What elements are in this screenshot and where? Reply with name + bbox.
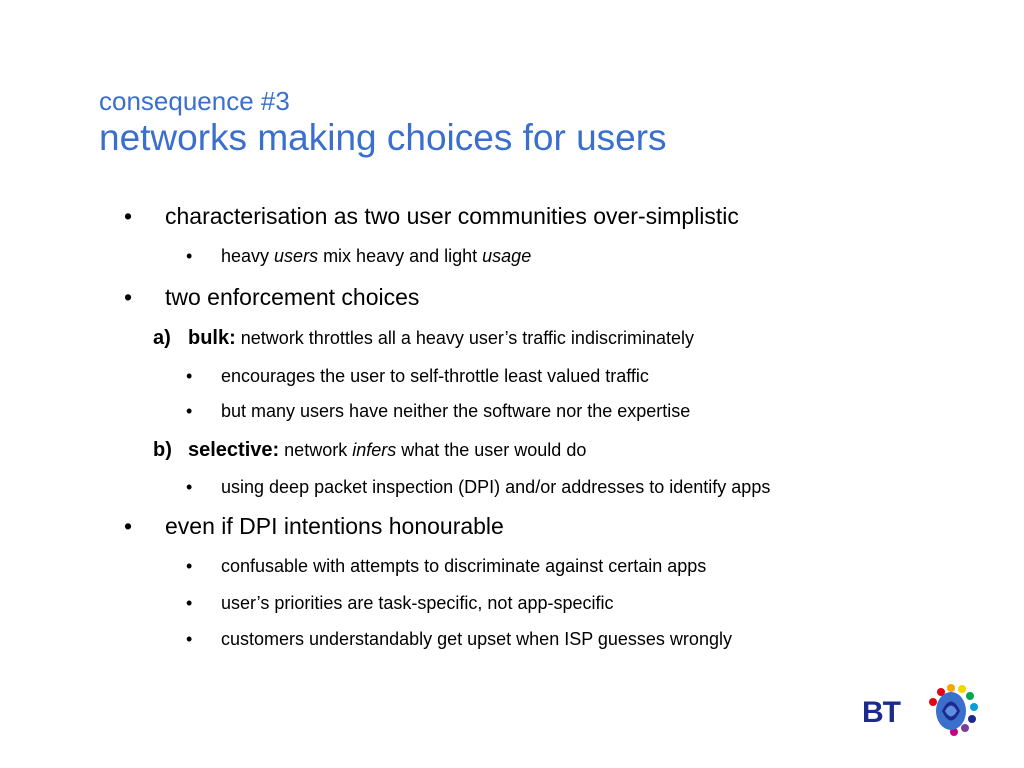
bt-logo [862, 678, 982, 742]
text-run-italic: infers [352, 440, 397, 460]
bullet-text: two enforcement choices [165, 284, 420, 310]
bullet-text: characterisation as two user communities over-simplistic [165, 203, 739, 229]
bullet-text: even if DPI intentions honourable [165, 513, 504, 539]
lettered-text [188, 327, 694, 350]
bullet-glyph: • [186, 629, 193, 649]
bullet-glyph: • [124, 284, 133, 310]
text-run-italic: usage [482, 246, 532, 266]
bullet-glyph: • [124, 513, 133, 539]
sub-bullet-text: customers understandably get upset when ISP guesses wrongly [221, 629, 732, 649]
bt-piper-globe-icon [924, 680, 980, 740]
bullet-glyph: • [186, 477, 193, 497]
sub-bullet-text: using deep packet inspection (DPI) and/or addresses to identify apps [221, 477, 771, 497]
text-run-italic: users [274, 246, 319, 266]
text-run: network [279, 440, 353, 460]
sub-bullet-text: user’s priorities are task-specific, not app-specific [221, 593, 614, 613]
item-label: selective: [188, 439, 280, 461]
slide-title: networks making choices for users [99, 117, 667, 158]
lettered-text [188, 439, 586, 462]
item-letter: a) [153, 327, 171, 349]
text-run: heavy [221, 246, 275, 266]
bullet-glyph: • [124, 203, 133, 229]
sub-bullet-text: encourages the user to self-throttle least valued traffic [221, 366, 649, 386]
sub-bullet-text: but many users have neither the software nor the expertise [221, 401, 691, 421]
bullet-glyph: • [186, 366, 193, 386]
item-label: bulk: [188, 327, 236, 349]
bullet-glyph: • [186, 556, 193, 576]
text-run: mix heavy and light [318, 246, 483, 266]
item-letter: b) [153, 439, 172, 461]
sub-bullet-text [221, 246, 531, 267]
bullet-glyph: • [186, 401, 193, 421]
bullet-glyph: • [186, 246, 193, 266]
bt-logo-text: BT [862, 696, 900, 729]
slide-subtitle: consequence #3 [99, 86, 290, 116]
text-run: network throttles all a heavy user’s traffic indiscriminately [235, 328, 694, 348]
text-run: what the user would do [396, 440, 587, 460]
bullet-glyph: • [186, 593, 193, 613]
sub-bullet-text: confusable with attempts to discriminate against certain apps [221, 556, 707, 576]
